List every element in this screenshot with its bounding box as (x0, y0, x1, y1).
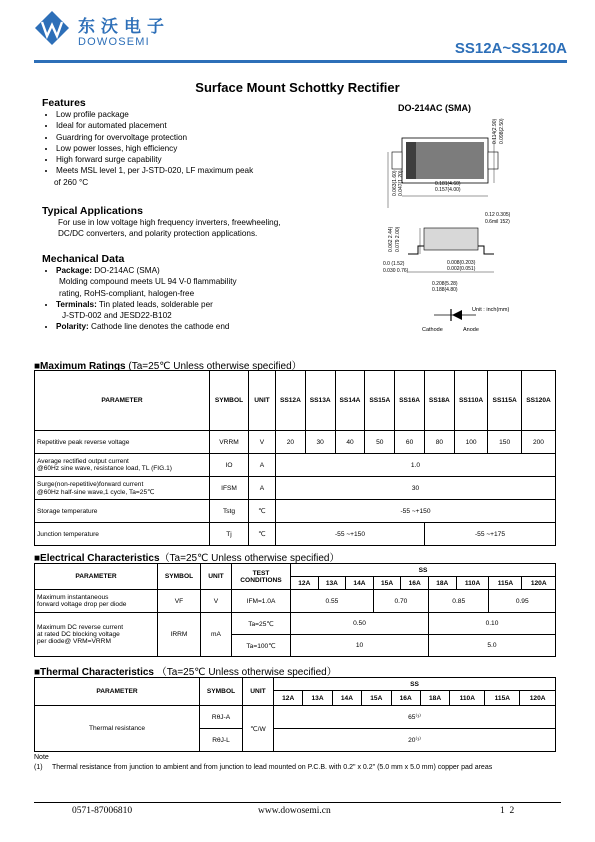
dim-label: 0.098(2.50) (499, 118, 505, 144)
list-item-continuation: of 260 °C (54, 177, 89, 187)
table-cell: 100 (454, 431, 488, 454)
applications-line: For use in low voltage high frequency inverters, freewheeling, (58, 218, 281, 227)
terminals-value: Tin plated leads, solderable per (96, 299, 213, 309)
page-title: Surface Mount Schottky Rectifier (195, 80, 400, 95)
section-title: Thermal Characteristics (40, 667, 154, 678)
header-line: CONDITIONS (240, 576, 282, 584)
section-condition: （Ta=25℃ Unless otherwise specified） (159, 553, 340, 564)
table-cell: -55 ~+150 (276, 523, 425, 546)
list-item: • High forward surge capability (56, 154, 328, 165)
max-ratings-table (34, 370, 556, 546)
thermal-table (34, 677, 556, 752)
table-cell: ℃/W (243, 706, 274, 752)
column-header: SS12A (276, 371, 306, 431)
footer-phone: 0571-87006810 (72, 806, 133, 816)
table-cell: Ta=100℃ (232, 635, 291, 657)
list-item: • Low power losses, high efficiency (56, 143, 328, 154)
list-item: • Meets MSL level 1, per J-STD-020, LF maximum peak (56, 165, 328, 176)
table-cell: 0.85 (428, 590, 489, 613)
logo-mark-icon (34, 10, 70, 46)
table-cell: A (249, 454, 276, 477)
header-rule (34, 60, 567, 63)
terminals-label: Terminals: (56, 299, 97, 309)
dim-label: 0.208(5.28) (432, 281, 458, 287)
dim-label: 0.188(4.80) (432, 287, 458, 293)
cell-line: @60Hz half-sine wave,1 cycle, Ta=25℃ (37, 488, 155, 496)
table-cell (35, 477, 210, 500)
column-header: SS18A (424, 371, 454, 431)
column-header: 16A (401, 577, 429, 590)
table-cell: 0.95 (489, 590, 556, 613)
table-cell: IFM=1.0A (232, 590, 291, 613)
table-cell: V (201, 590, 232, 613)
column-header: 115A (489, 577, 522, 590)
table-cell: mA (201, 613, 232, 657)
package-name: DO-214AC (SMA) (398, 103, 472, 113)
section-condition: (Ta=25℃ Unless otherwise specified） (128, 361, 302, 372)
dim-label: 0.002(0.051) (447, 266, 476, 272)
column-header: SS16A (395, 371, 425, 431)
cell-line: per diode@ VRM=VRRM (37, 638, 111, 645)
note-number: (1) (34, 764, 43, 771)
table-cell (35, 613, 158, 657)
package-value: DO-214AC (SMA) (91, 266, 160, 275)
dim-label: 0.12 0.305) (485, 212, 511, 218)
table-cell: Tj (210, 523, 249, 546)
column-header: 12A (291, 577, 319, 590)
table-cell: RθJ-L (200, 729, 243, 752)
company-logo (34, 10, 70, 46)
polarity-label: Polarity: (56, 322, 89, 332)
table-cell: 150 (488, 431, 522, 454)
package-detail: Molding compound meets UL 94 V-0 flammability (59, 277, 237, 287)
mechanical-list (38, 265, 328, 333)
column-header: 18A (420, 691, 449, 706)
column-header: SYMBOL (158, 564, 201, 590)
table-cell: 20⁽¹⁾ (274, 729, 556, 752)
dim-label: 0.047(1.20) (398, 170, 404, 196)
table-cell: IFSM (210, 477, 249, 500)
dim-label: 0.079 2.00) (395, 226, 401, 252)
column-header: PARAMETER (35, 371, 210, 431)
electrical-table (34, 563, 556, 657)
table-cell: 20 (276, 431, 306, 454)
list-item (56, 299, 328, 310)
table-cell: Ta=25℃ (232, 613, 291, 635)
table-cell: RθJ-A (200, 706, 243, 729)
column-header: 12A (274, 691, 303, 706)
column-header: SS14A (335, 371, 365, 431)
dim-label: 0.157(4.00) (435, 187, 461, 193)
list-item (56, 265, 328, 276)
cell-line: Maximum instantaneous (37, 594, 109, 601)
table-cell: 0.50 (291, 613, 429, 635)
note-text: Thermal resistance from junction to ambient and from junction to lead mounted on P.C.B. with 0.2" x 0.2" (5.0 mm x 5.0 mm) copper pad areas (52, 764, 493, 771)
column-header: SS110A (454, 371, 488, 431)
table-cell: Storage temperature (35, 500, 210, 523)
applications-heading: Typical Applications (42, 205, 143, 217)
dim-label: 0.114(2.90) (492, 118, 498, 144)
electrical-heading: ■Electrical Characteristics（Ta=25℃ Unless otherwise specified） (34, 553, 340, 564)
list-item: • Ideal for automated placement (56, 120, 328, 131)
table-row (35, 523, 556, 546)
table-cell: IO (210, 454, 249, 477)
column-header: SS15A (365, 371, 395, 431)
table-cell: 0.70 (373, 590, 428, 613)
section-title: Electrical Characteristics (40, 553, 160, 564)
table-cell: 50 (365, 431, 395, 454)
column-header: UNIT (243, 678, 274, 706)
column-header: SS (274, 678, 556, 691)
part-range: SS12A~SS120A (454, 40, 567, 57)
table-cell (35, 454, 210, 477)
list-item: • Low profile package (56, 109, 328, 120)
column-header: PARAMETER (35, 678, 200, 706)
column-header: SS (291, 564, 556, 577)
column-header: 15A (373, 577, 401, 590)
max-ratings-heading: ■Maximum Ratings (Ta=25℃ Unless otherwise specified） (34, 361, 302, 372)
table-cell: Repetitive peak reverse voltage (35, 431, 210, 454)
table-cell: VF (158, 590, 201, 613)
list-item (56, 321, 328, 332)
table-cell: 40 (335, 431, 365, 454)
thermal-heading: ■Thermal Characteristics （Ta=25℃ Unless otherwise specified） (34, 667, 337, 678)
column-header: SS115A (488, 371, 522, 431)
table-cell: A (249, 477, 276, 500)
column-header: 14A (332, 691, 361, 706)
header-line: TEST (252, 569, 270, 577)
table-cell: 30 (305, 431, 335, 454)
dim-label: 0.062 2.44) (388, 226, 394, 252)
table-cell: VRRM (210, 431, 249, 454)
column-header: PARAMETER (35, 564, 158, 590)
column-header: 110A (456, 577, 489, 590)
package-drawing (384, 130, 524, 335)
column-header: 13A (318, 577, 346, 590)
table-cell: ℃ (249, 523, 276, 546)
table-cell: 0.55 (291, 590, 374, 613)
cell-line: Average rectified output current (37, 458, 129, 465)
table-cell: Junction temperature (35, 523, 210, 546)
table-row (35, 590, 556, 613)
column-header: 13A (303, 691, 332, 706)
company-name-en: DOWOSEMI (78, 36, 150, 48)
table-row (35, 613, 556, 635)
column-header: SS13A (305, 371, 335, 431)
table-cell: V (249, 431, 276, 454)
column-header: SYMBOL (210, 371, 249, 431)
dim-label: 0.6mil 152) (485, 219, 510, 225)
applications-line: DC/DC converters, and polarity protection applications. (58, 229, 258, 239)
cell-line: forward voltage drop per diode (37, 601, 127, 608)
cell-line: Surge(non-repetitive)forward current (37, 480, 144, 488)
table-row (35, 477, 556, 500)
terminals-detail: J-STD-002 and JESD22-B102 (62, 311, 172, 321)
cell-line: Maximum DC reverse current (37, 624, 124, 631)
column-header: 110A (450, 691, 485, 706)
applications-text (58, 217, 348, 240)
unit-note: Unit : inch(mm) (472, 307, 510, 313)
mechanical-heading: Mechanical Data (42, 253, 125, 265)
column-header: SYMBOL (200, 678, 243, 706)
table-cell: 10 (291, 635, 429, 657)
features-heading: Features (42, 97, 86, 109)
page-number: 1 2 (500, 806, 515, 816)
package-label: Package: (56, 266, 92, 275)
table-cell: 60 (395, 431, 425, 454)
dim-label: 0.063(1.60) (392, 170, 398, 196)
column-header: UNIT (249, 371, 276, 431)
section-condition: （Ta=25℃ Unless otherwise specified） (156, 667, 337, 678)
column-header: 14A (346, 577, 374, 590)
table-cell: ℃ (249, 500, 276, 523)
company-name-cn: 东沃电子 (78, 17, 170, 37)
table-cell: IRRM (158, 613, 201, 657)
column-header: 115A (485, 691, 520, 706)
column-header (232, 564, 291, 590)
table-cell: -55 ~+175 (424, 523, 555, 546)
dim-label: 0.181(4.60) (435, 181, 461, 187)
column-header: 16A (391, 691, 420, 706)
section-title: Maximum Ratings (40, 361, 126, 372)
column-header: 120A (520, 691, 556, 706)
table-cell: 1.0 (276, 454, 556, 477)
table-row (35, 500, 556, 523)
cathode-label: Cathode (422, 327, 443, 333)
footer-rule (34, 802, 561, 803)
table-cell: 80 (424, 431, 454, 454)
polarity-value: Cathode line denotes the cathode end (88, 322, 230, 332)
features-list (38, 109, 328, 188)
table-row (35, 706, 556, 729)
package-detail: rating, RoHS-compliant, halogen-free (59, 288, 195, 298)
table-cell: Thermal resistance (35, 706, 200, 752)
cell-line: @60Hz sine wave, resistance load, TL (FIG.1) (37, 465, 172, 472)
column-header: 18A (428, 577, 456, 590)
column-header: SS120A (521, 371, 555, 431)
table-cell (35, 590, 158, 613)
note-heading: Note (34, 754, 49, 761)
column-header: 15A (362, 691, 391, 706)
table-cell: 5.0 (428, 635, 555, 657)
footer-website: www.dowosemi.cn (258, 806, 331, 816)
dim-label: 0.030 0.76) (383, 268, 409, 274)
column-header: UNIT (201, 564, 232, 590)
table-cell: Tstg (210, 500, 249, 523)
column-header: 120A (522, 577, 556, 590)
table-cell: -55 ~+150 (276, 500, 556, 523)
table-cell: 200 (521, 431, 555, 454)
table-cell: 30 (276, 477, 556, 500)
anode-label: Anode (463, 327, 479, 333)
cell-line: at rated DC blocking voltage (37, 631, 120, 638)
list-item: • Guardring for overvoltage protection (56, 132, 328, 143)
dim-label: 0.0 (1.52) (383, 261, 405, 267)
dim-label: 0.008(0.203) (447, 260, 476, 266)
table-cell: 0.10 (428, 613, 555, 635)
table-row (35, 431, 556, 454)
table-cell: 65⁽¹⁾ (274, 706, 556, 729)
table-row (35, 454, 556, 477)
